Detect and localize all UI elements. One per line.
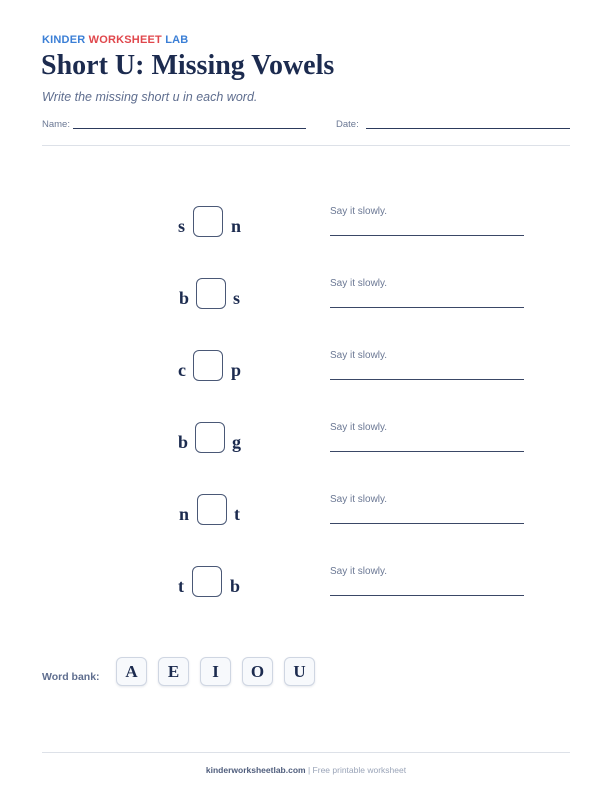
footer-separator: | <box>307 765 311 775</box>
first-letter: c <box>178 360 186 380</box>
word-row <box>0 494 612 544</box>
first-letter: n <box>179 504 190 524</box>
hint-text: Say it slowly. <box>330 206 388 217</box>
date-field[interactable] <box>366 128 570 129</box>
vowel-blank[interactable] <box>196 278 226 309</box>
vowel-blank[interactable] <box>193 350 223 381</box>
word-row <box>0 278 612 328</box>
word-bank-tile[interactable]: U <box>284 657 315 686</box>
footer-tagline: Free printable worksheet <box>312 765 407 775</box>
footer-divider <box>42 752 570 753</box>
name-label: Name: <box>42 119 70 130</box>
answer-line[interactable] <box>330 523 524 524</box>
name-field[interactable] <box>73 128 306 129</box>
brand-part-1: KINDER <box>42 34 86 46</box>
last-letter: b <box>230 576 241 596</box>
last-letter: p <box>231 360 242 380</box>
first-letter: b <box>179 288 190 308</box>
answer-line[interactable] <box>330 379 524 380</box>
brand-part-3: LAB <box>165 34 189 46</box>
vowel-blank[interactable] <box>193 206 223 237</box>
word-row <box>0 206 612 256</box>
answer-line[interactable] <box>330 307 524 308</box>
word-row <box>0 422 612 472</box>
word-bank-tile[interactable]: E <box>158 657 189 686</box>
brand-logo <box>42 34 188 46</box>
hint-text: Say it slowly. <box>330 350 388 361</box>
answer-line[interactable] <box>330 451 524 452</box>
footer <box>0 765 612 775</box>
hint-text: Say it slowly. <box>330 278 388 289</box>
brand-part-2: WORKSHEET <box>88 34 162 46</box>
footer-site: kinderworksheetlab.com <box>205 765 306 775</box>
hint-text: Say it slowly. <box>330 422 388 433</box>
date-label: Date: <box>336 119 359 130</box>
instructions: Write the missing short u in each word. <box>42 90 258 104</box>
vowel-blank[interactable] <box>197 494 227 525</box>
first-letter: s <box>178 216 186 236</box>
vowel-blank[interactable] <box>195 422 225 453</box>
vowel-blank[interactable] <box>192 566 222 597</box>
page-title: Short U: Missing Vowels <box>41 50 335 81</box>
last-letter: n <box>231 216 242 236</box>
word-bank-tile[interactable]: A <box>116 657 147 686</box>
word-row <box>0 566 612 616</box>
word-bank-label: Word bank: <box>42 671 100 683</box>
answer-line[interactable] <box>330 235 524 236</box>
answer-line[interactable] <box>330 595 524 596</box>
header-divider <box>42 145 570 146</box>
last-letter: t <box>234 504 240 524</box>
last-letter: s <box>233 288 241 308</box>
first-letter: b <box>178 432 189 452</box>
word-row <box>0 350 612 400</box>
first-letter: t <box>178 576 184 596</box>
word-bank-tile[interactable]: O <box>242 657 273 686</box>
hint-text: Say it slowly. <box>330 494 388 505</box>
last-letter: g <box>232 432 241 452</box>
hint-text: Say it slowly. <box>330 566 388 577</box>
word-bank-tile[interactable]: I <box>200 657 231 686</box>
